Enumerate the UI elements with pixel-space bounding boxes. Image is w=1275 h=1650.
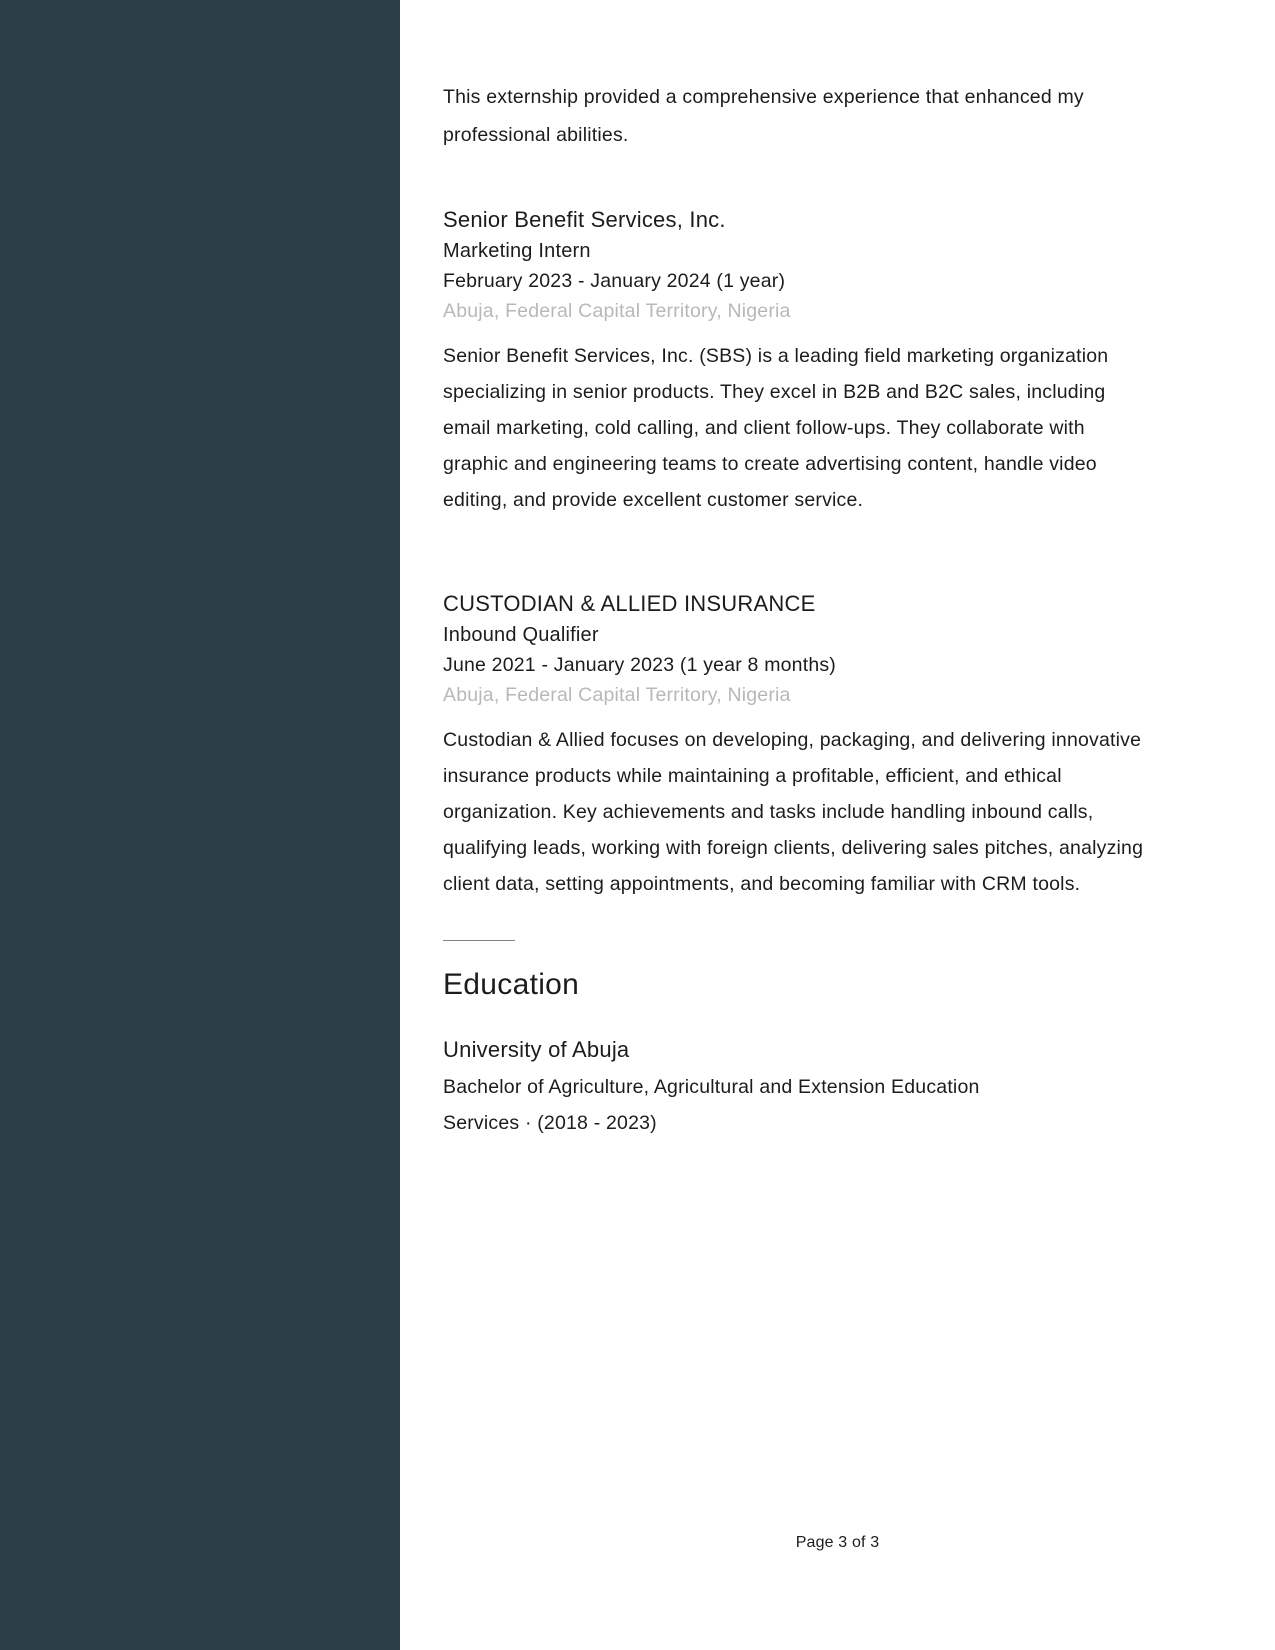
spacer [443,548,1175,588]
document-content [400,0,1275,1650]
experience-description: Senior Benefit Services, Inc. (SBS) is a leading field marketing organization specializing in senior products. They excel in B2B and B2C sales, including email marketing, cold calling, and client follow-ups. They collaborate with graphic and engineering teams to create advertising content, handle video editing, and provide excellent customer service. [443,345,1109,511]
experience-title: Inbound Qualifier [443,624,599,646]
education-section-heading: Education [443,968,580,1001]
experience-company: CUSTODIAN & ALLIED INSURANCE [443,591,816,616]
experience-entry [443,588,1175,902]
education-school: University of Abuja [443,1037,630,1062]
section-divider [443,940,515,941]
spacer [443,182,1175,204]
experience-description: Custodian & Allied focuses on developing, packaging, and delivering innovative insurance products while maintaining a profitable, efficient, and ethical organization. Key achievements and tasks include handling inbound calls, qualifying leads, working with foreign clients, delivering sales pitches, analyzing client data, setting appointments, and becoming familiar with CRM tools. [443,729,1144,895]
experience-dates: February 2023 - January 2024 (1 year) [443,270,786,292]
experience-location: Abuja, Federal Capital Territory, Nigeria [443,684,791,706]
experience-dates: June 2021 - January 2023 (1 year 8 months) [443,654,837,676]
experience-title: Marketing Intern [443,240,591,262]
experience-company: Senior Benefit Services, Inc. [443,207,726,232]
experience-location: Abuja, Federal Capital Territory, Nigeria [443,300,791,322]
sidebar-accent-bar [0,0,400,1650]
page-footer: Page 3 of 3 [795,1534,880,1551]
education-degree: Bachelor of Agriculture, Agricultural and Extension Education Services · (2018 - 2023) [443,1076,980,1134]
intro-paragraph: This externship provided a comprehensive experience that enhanced my professional abilities. [443,86,1084,146]
experience-entry [443,204,1175,518]
education-entry [443,1033,1175,1141]
